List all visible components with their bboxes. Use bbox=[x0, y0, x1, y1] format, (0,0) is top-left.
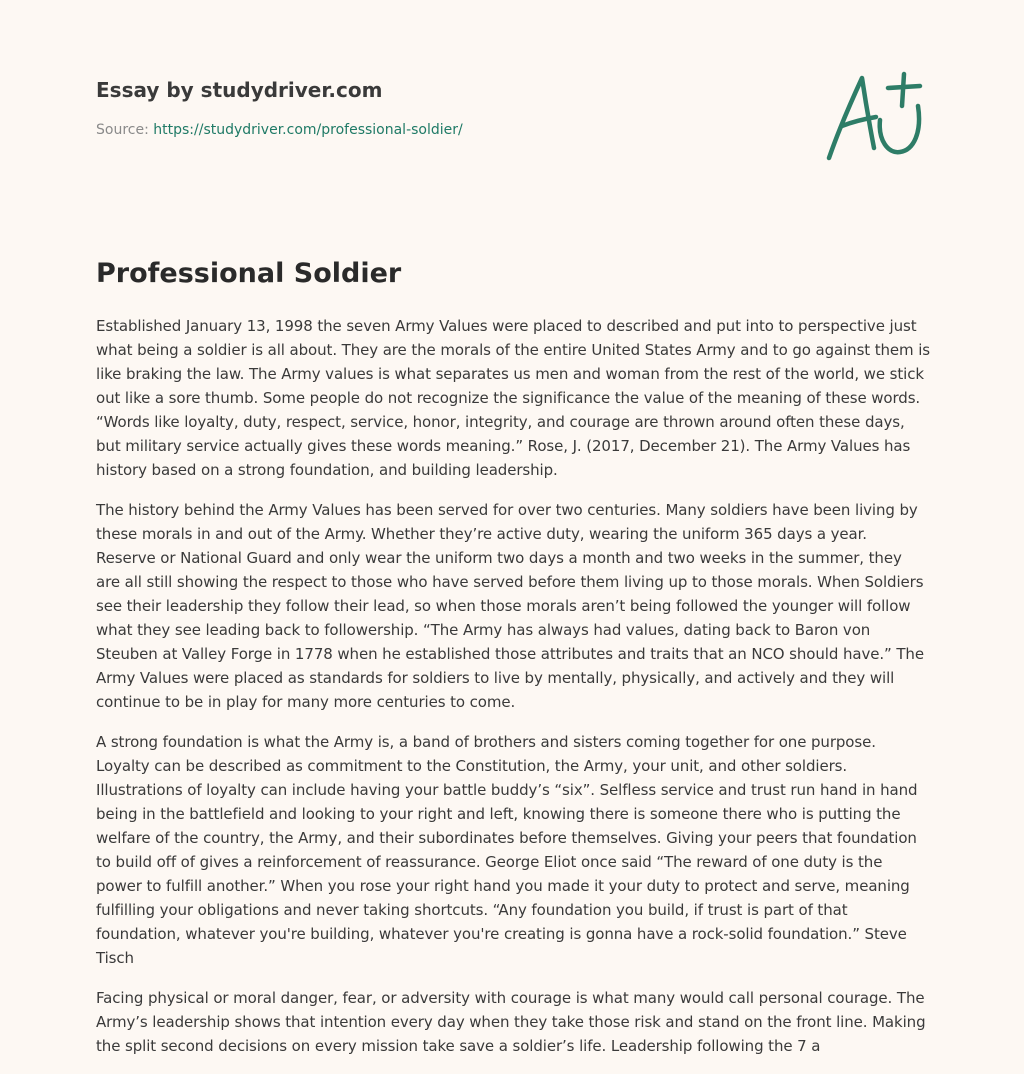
source-line bbox=[96, 120, 796, 140]
essay-paragraph: Established January 13, 1998 the seven Army Values were placed to described and put into to perspective just what being a soldier is all about. They are the morals of the entire United States Army and to go against them is like braking the law. The Army values is what separates us men and woman from the rest of the world, we stick out like a sore thumb. Some people do not recognize the significance the value of the meaning of these words. “Words like loyalty, duty, respect, service, honor, integrity, and courage are thrown around often these days, but military service actually gives these words meaning.” Rose, J. (2017, December 21). The Army Values has history based on a strong foundation, and building leadership. bbox=[96, 317, 931, 479]
essay-paragraph: Facing physical or moral danger, fear, or adversity with courage is what many would call personal courage. The Army’s leadership shows that intention every day when they take those risk and stand on the front line. Making the split second decisions on every mission take save a soldier’s life. Leadership following the 7 a bbox=[96, 989, 926, 1055]
essay-body bbox=[96, 314, 930, 1074]
a-plus-logo-icon bbox=[818, 66, 930, 166]
essay-paragraph: A strong foundation is what the Army is, a band of brothers and sisters coming together for one purpose. Loyalty can be described as commitment to the Constitution, the Army, your unit, and other soldiers. Illustrations of loyalty can include having your battle buddy’s “six”. Selfless service and trust run hand in hand being in the battlefield and looking to your right and left, knowing there is someone there who is putting the welfare of the country, the Army, and their subordinates before themselves. Giving your peers that foundation to build off of gives a reinforcement of reassurance. George Eliot once said “The reward of one duty is the power to fulfill another.” When you rose your right hand you made it your duty to protect and serve, meaning fulfilling your obligations and never taking shortcuts. “Any foundation you build, if trust is part of that foundation, whatever you're building, whatever you're creating is gonna have a rock-solid foundation.” Steve Tisch bbox=[96, 733, 918, 967]
page-title: Professional Soldier bbox=[96, 258, 402, 289]
brand-title: Essay by studydriver.com bbox=[96, 78, 383, 102]
essay-paragraph: The history behind the Army Values has been served for over two centuries. Many soldiers have been living by these morals in and out of the Army. Whether they’re active duty, wearing the uniform 365 days a year. Reserve or National Guard and only wear the uniform two days a month and two weeks in the summer, they are all still showing the respect to those who have served before them living up to those morals. When Soldiers see their leadership they follow their lead, so when those morals aren’t being followed the younger will follow what they see leading back to followership. “The Army has always had values, dating back to Baron von Steuben at Valley Forge in 1778 when he established those attributes and traits that an NCO should have.” The Army Values were placed as standards for soldiers to live by mentally, physically, and actively and they will continue to be in play for many more centuries to come. bbox=[96, 501, 924, 711]
essay-header bbox=[96, 72, 796, 140]
source-link[interactable]: https://studydriver.com/professional-soldier/ bbox=[153, 122, 463, 138]
source-label: Source: bbox=[96, 122, 149, 138]
